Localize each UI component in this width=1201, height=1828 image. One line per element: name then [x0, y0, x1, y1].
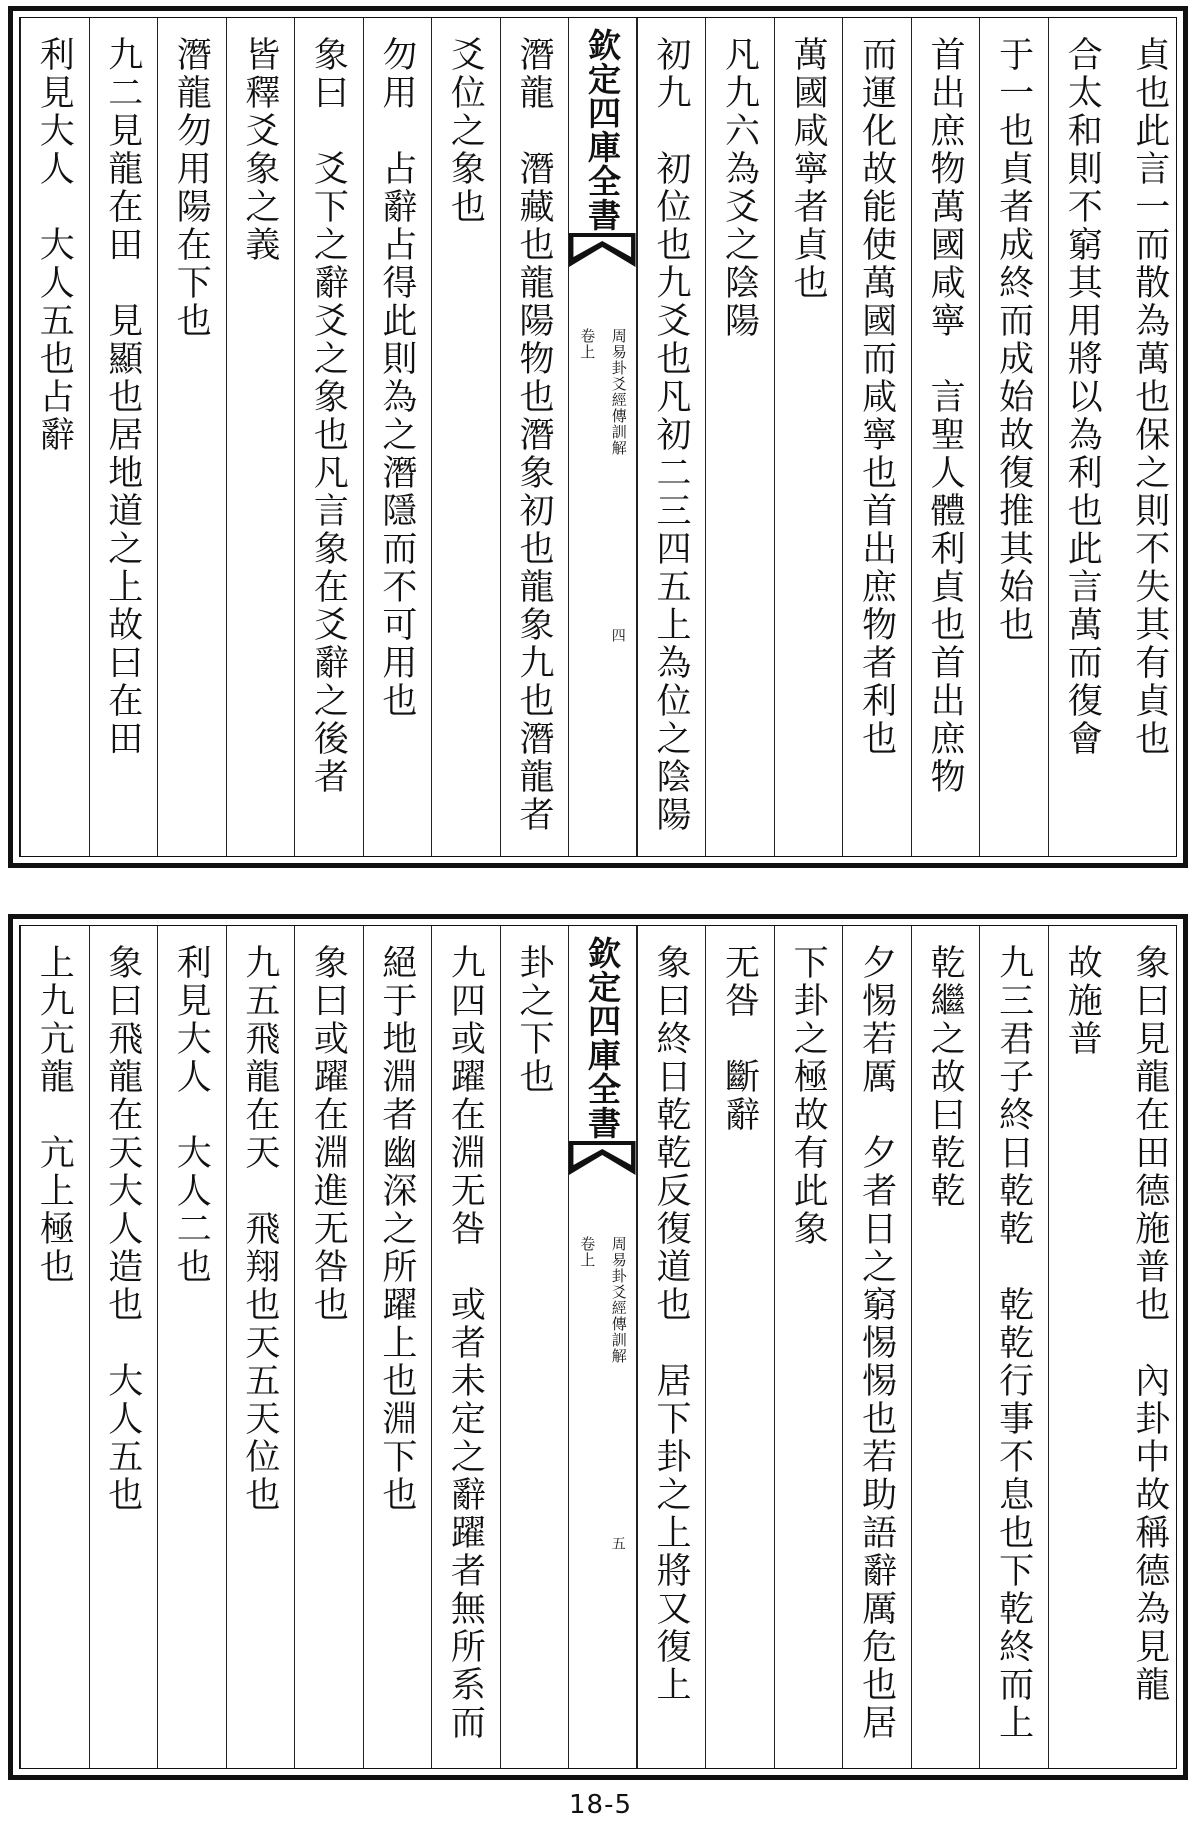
text-column [157, 18, 226, 856]
volume-label: 卷上 [578, 1236, 597, 1268]
text-column [911, 926, 980, 1768]
column-text: 象曰飛龍在天大人造也 大人五也 [102, 944, 143, 1514]
column-text: 九五飛龍在天 飛翔也天五天位也 [239, 944, 280, 1514]
column-text: 潛龍 潛藏也龍陽物也潛象初也龍象九也潛龍者 [513, 36, 554, 834]
centre-fold-column [568, 18, 637, 856]
text-column [157, 926, 226, 1768]
column-text: 爻位之象也 [445, 36, 486, 226]
text-column [1116, 18, 1185, 856]
text-column [363, 926, 432, 1768]
column-text: 皆釋爻象之義 [239, 36, 280, 264]
column-text: 象曰 爻下之辭爻之象也凡言象在爻辭之後者 [308, 36, 349, 796]
text-column [705, 18, 774, 856]
leaf-number: 五 [609, 1536, 626, 1550]
column-text: 夕惕若厲 夕者日之窮惕惕也若助語辭厲危也居 [856, 944, 897, 1742]
book-subtitle: 周易卦爻經傳訓解 [609, 1236, 628, 1364]
book-title: 欽定四庫全書 [582, 936, 622, 1140]
text-column [705, 926, 774, 1768]
column-grid [19, 17, 1177, 857]
text-column [226, 18, 295, 856]
text-column [431, 926, 500, 1768]
text-column [842, 18, 911, 856]
column-text: 九三君子終日乾乾 乾乾行事不息也下乾終而上 [993, 944, 1034, 1742]
page-frame [8, 914, 1188, 1780]
text-column [500, 18, 569, 856]
column-text: 絕于地淵者幽深之所躍上也淵下也 [376, 944, 417, 1514]
text-column [20, 18, 89, 856]
book-subtitle: 周易卦爻經傳訓解 [609, 328, 628, 456]
lower-page [0, 880, 1201, 1790]
text-column [637, 926, 706, 1768]
text-column [979, 926, 1048, 1768]
column-text: 象曰見龍在田德施普也 內卦中故稱德為見龍 [1129, 944, 1170, 1704]
column-text: 于一也貞者成終而成始故復推其始也 [993, 36, 1034, 644]
leaf-number: 四 [609, 628, 626, 642]
text-column [979, 18, 1048, 856]
column-text: 下卦之極故有此象 [788, 944, 829, 1248]
text-column [637, 18, 706, 856]
upper-page [0, 0, 1201, 880]
text-column [911, 18, 980, 856]
text-column [89, 926, 158, 1768]
column-text: 首出庶物萬國咸寧 言聖人體利貞也首出庶物 [925, 36, 966, 796]
column-text: 乾繼之故曰乾乾 [925, 944, 966, 1210]
text-column [226, 926, 295, 1768]
text-column [842, 926, 911, 1768]
column-text: 潛龍勿用陽在下也 [171, 36, 212, 340]
page-footer-number: 18-5 [568, 1790, 632, 1820]
column-text: 九二見龍在田 見顯也居地道之上故曰在田 [102, 36, 143, 758]
book-title: 欽定四庫全書 [582, 28, 622, 232]
column-grid [19, 925, 1177, 1769]
column-text: 上九亢龍 亢上極也 [34, 944, 75, 1286]
column-text: 无咎 斷辭 [719, 944, 760, 1134]
text-column [1116, 926, 1185, 1768]
column-text: 象曰或躍在淵進无咎也 [308, 944, 349, 1324]
column-text: 利見大人 大人五也占辭 [34, 36, 75, 454]
volume-label: 卷上 [578, 328, 597, 360]
fishtail-mark-icon [569, 233, 636, 267]
column-text: 而運化故能使萬國而咸寧也首出庶物者利也 [856, 36, 897, 758]
text-column [294, 18, 363, 856]
text-column [363, 18, 432, 856]
fishtail-mark-icon [569, 1141, 636, 1175]
text-column [774, 18, 843, 856]
text-column [1048, 18, 1117, 856]
text-column [431, 18, 500, 856]
column-text: 萬國咸寧者貞也 [788, 36, 829, 302]
text-column [89, 18, 158, 856]
text-column [20, 926, 89, 1768]
column-text: 合太和則不窮其用將以為利也此言萬而復會 [1062, 36, 1103, 758]
column-text: 九四或躍在淵无咎 或者未定之辭躍者無所系而 [445, 944, 486, 1742]
column-text: 故施普 [1062, 944, 1103, 1058]
column-text: 初九 初位也九爻也凡初二三四五上為位之陰陽 [651, 36, 691, 834]
page-frame [8, 6, 1188, 868]
column-text: 利見大人 大人二也 [171, 944, 212, 1286]
column-text: 勿用 占辭占得此則為之潛隱而不可用也 [376, 36, 417, 720]
text-column [1048, 926, 1117, 1768]
column-text: 貞也此言一而散為萬也保之則不失其有貞也 [1129, 36, 1170, 758]
text-column [294, 926, 363, 1768]
column-text: 卦之下也 [513, 944, 554, 1096]
column-text: 象曰終日乾乾反復道也 居下卦之上將又復上 [651, 944, 691, 1704]
column-text: 凡九六為爻之陰陽 [719, 36, 760, 340]
text-column [774, 926, 843, 1768]
centre-fold-column [568, 926, 637, 1768]
text-column [500, 926, 569, 1768]
